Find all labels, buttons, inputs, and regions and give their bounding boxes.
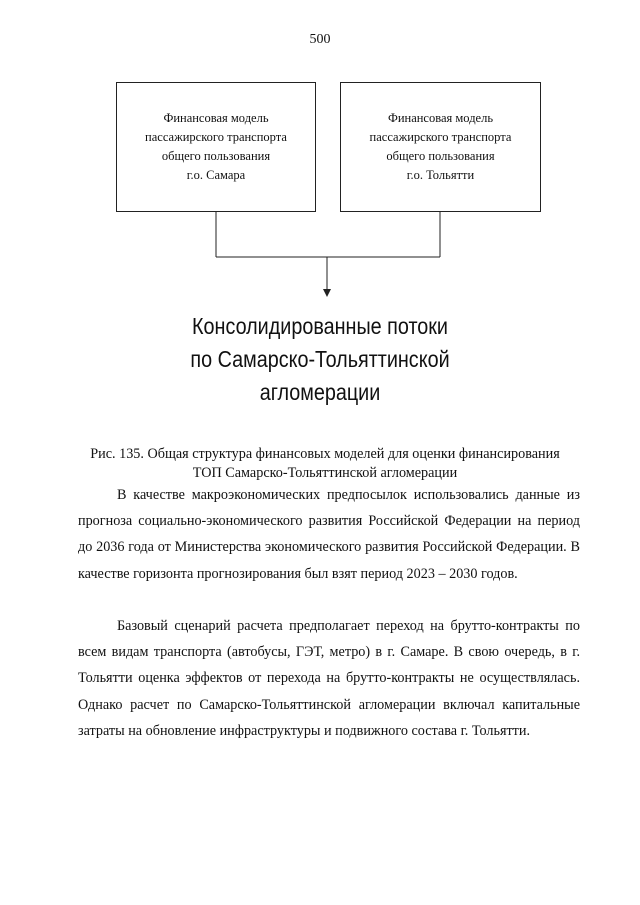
left-box-line: пассажирского транспорта bbox=[145, 130, 287, 144]
consolidated-line: по Самарско-Тольяттинской bbox=[190, 346, 450, 372]
consolidated-line: агломерации bbox=[259, 379, 381, 405]
caption-line: Рис. 135. Общая структура финансовых моделей для оценки финансирования bbox=[90, 446, 560, 462]
right-box-line: Финансовая модель bbox=[387, 111, 494, 125]
connector-lines bbox=[0, 0, 640, 310]
paragraph: Базовый сценарий расчета предполагает переход на брутто-контракты по всем видам транспорта (автобусы, ГЭТ, метро) в г. Самаре. В свою очередь, в г. Тольятти оценка эффектов от перехода на брутто-контракты не осуществлялась. Однако расчет по Самарско-Тольяттинской агломерации включал капитальные затраты на обновление инфраструктуры и подвижного состава г. Тольятти. bbox=[78, 618, 580, 739]
right-box-line: пассажирского транспорта bbox=[369, 130, 512, 144]
page-number: 500 bbox=[309, 32, 331, 47]
caption-line: ТОП Самарско-Тольяттинской агломерации bbox=[192, 465, 458, 481]
left-box-line: Финансовая модель bbox=[163, 111, 269, 125]
paragraph: В качестве макроэкономических предпосылок использовались данные из прогноза социально-экономического развития Российской Федерации на период до 2036 года от Министерства экономического развития Российской Федерации. В качестве горизонта прогнозирования был взят период 2023 – 2030 годов. bbox=[78, 487, 580, 582]
consolidated-line: Консолидированные потоки bbox=[192, 313, 448, 339]
left-box-line: общего пользования bbox=[161, 149, 271, 163]
right-box-line: г.о. Тольятти bbox=[406, 168, 475, 182]
left-box-line: г.о. Самара bbox=[186, 168, 246, 182]
figure-caption bbox=[60, 445, 590, 483]
right-box-line: общего пользования bbox=[386, 149, 495, 163]
arrow-head-icon bbox=[323, 289, 331, 297]
consolidated-flows-title bbox=[45, 310, 595, 409]
